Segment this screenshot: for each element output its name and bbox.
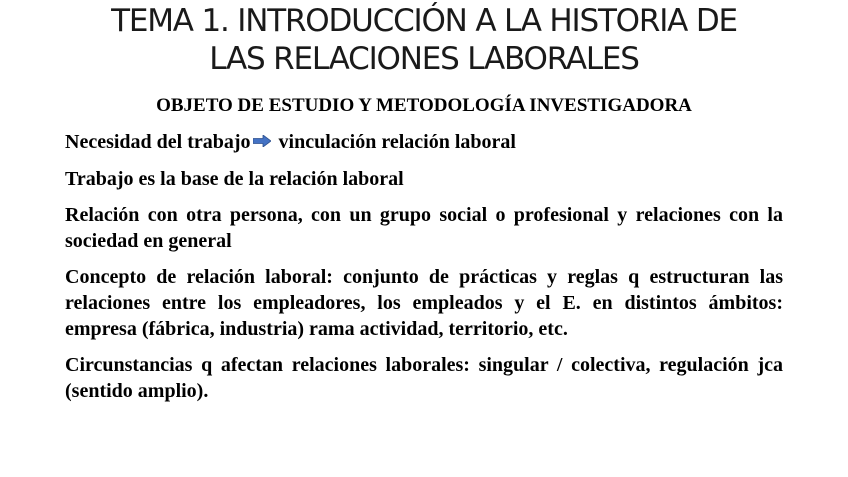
bullet-point-3: Relación con otra persona, con un grupo social o profesional y relaciones con la sociedad en general — [65, 204, 783, 253]
right-arrow-icon — [253, 128, 271, 154]
title-line-1: TEMA 1. INTRODUCCIÓN A LA HISTORIA DE — [111, 3, 737, 39]
point-1-left-text: Necesidad del trabajo — [65, 131, 251, 153]
point-1-right-text: vinculación relación laboral — [278, 131, 516, 153]
bullet-point-5: Circunstancias q afectan relaciones laborales: singular / colectiva, regulación jca (sentido amplio). — [65, 354, 783, 403]
bullet-point-1 — [65, 129, 783, 156]
slide-title — [0, 2, 848, 78]
slide-body — [65, 129, 783, 414]
bullet-point-4: Concepto de relación laboral: conjunto de prácticas y reglas q estructuran las relaciones entre los empleadores, los empleados y el E. en distintos ámbitos: empresa (fábrica, industria) rama actividad, territorio, etc. — [65, 266, 783, 341]
slide-subtitle: OBJETO DE ESTUDIO Y METODOLOGÍA INVESTIGADORA — [156, 95, 692, 116]
bullet-point-2: Trabajo es la base de la relación laboral — [65, 168, 404, 191]
title-line-2: LAS RELACIONES LABORALES — [209, 41, 639, 77]
